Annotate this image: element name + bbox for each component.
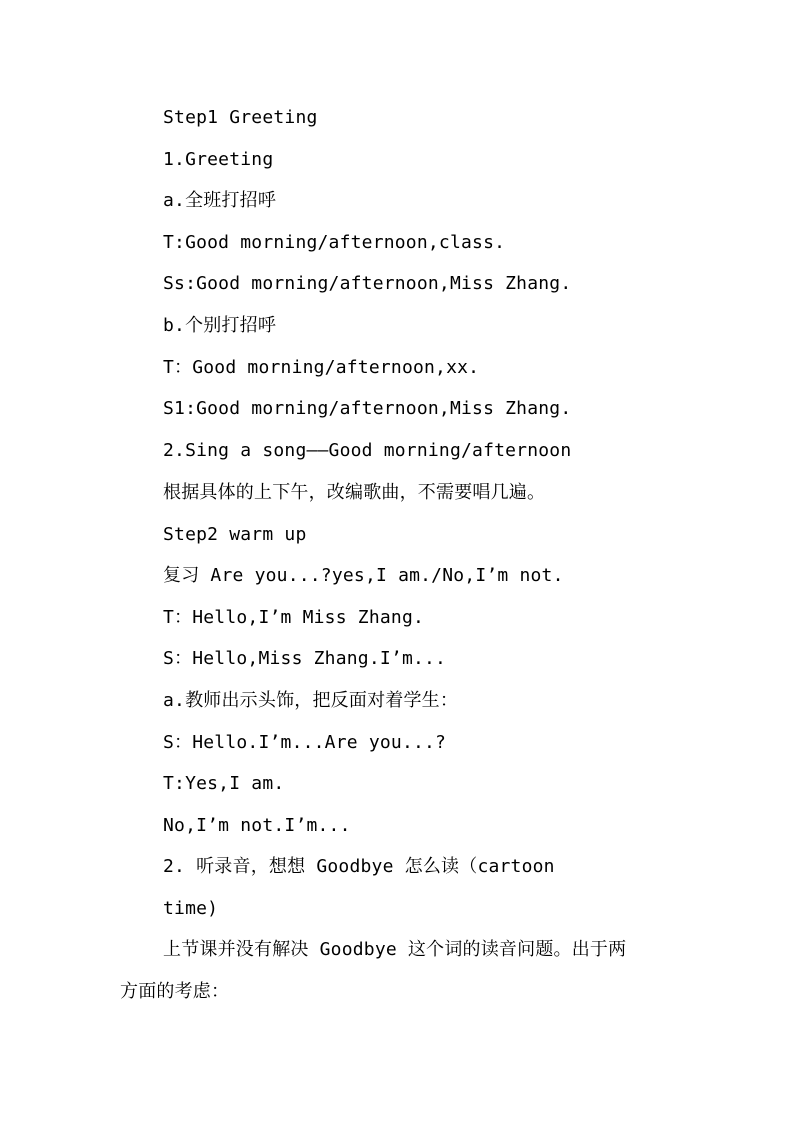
sing-song-item: 2.Sing a song——Good morning/afternoon	[163, 440, 572, 461]
listen-recording-item: 2. 听录音，想想 Goodbye 怎么读（cartoon	[163, 856, 555, 877]
teacher-greeting-line: T:Good morning/afternoon,class.	[163, 232, 506, 253]
student1-line: S1:Good morning/afternoon,Miss Zhang.	[163, 398, 572, 419]
step2-heading: Step2 warm up	[163, 524, 307, 545]
teacher-yes-line: T:Yes,I am.	[163, 773, 285, 794]
class-greeting-label: a.全班打招呼	[163, 190, 277, 211]
individual-greeting-label: b.个别打招呼	[163, 315, 277, 336]
teacher-hello-line: T：Hello,I’m Miss Zhang.	[163, 607, 425, 628]
greeting-item: 1.Greeting	[163, 149, 274, 170]
students-greeting-line: Ss:Good morning/afternoon,Miss Zhang.	[163, 273, 572, 294]
paragraph-goodbye-continued: 方面的考虑：	[120, 981, 230, 1002]
step1-heading: Step1 Greeting	[163, 107, 318, 128]
student-question-line: S：Hello.I’m...Are you...?	[163, 732, 447, 753]
headwear-instruction: a.教师出示头饰，把反面对着学生：	[163, 690, 459, 711]
listen-recording-continued: time)	[163, 898, 219, 919]
student-hello-line: S：Hello,Miss Zhang.I’m...	[163, 648, 447, 669]
teacher-individual-line: T：Good morning/afternoon,xx.	[163, 357, 480, 378]
song-note: 根据具体的上下午，改编歌曲，不需要唱几遍。	[163, 482, 546, 503]
paragraph-goodbye: 上节课并没有解决 Goodbye 这个词的读音问题。出于两	[163, 939, 627, 960]
review-line: 复习 Are you...?yes,I am./No,I’m not.	[163, 565, 564, 586]
teacher-no-line: No,I’m not.I’m...	[163, 815, 351, 836]
